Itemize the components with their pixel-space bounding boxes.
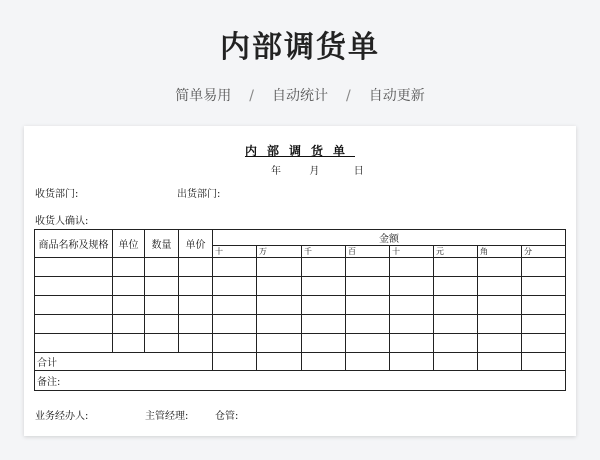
table-row bbox=[35, 334, 566, 353]
table-row bbox=[35, 315, 566, 334]
table-cell[interactable] bbox=[145, 277, 179, 296]
tagline bbox=[0, 85, 600, 105]
table-cell[interactable] bbox=[478, 258, 522, 277]
handler-label: 业务经办人: bbox=[35, 411, 89, 422]
receive-dept-label: 收货部门: bbox=[35, 189, 79, 200]
table-cell[interactable] bbox=[302, 296, 346, 315]
table-cell[interactable] bbox=[257, 334, 302, 353]
table-cell[interactable] bbox=[113, 277, 145, 296]
table-cell[interactable] bbox=[179, 258, 213, 277]
tagline-item: 自动更新 bbox=[368, 88, 425, 104]
table-cell[interactable] bbox=[302, 277, 346, 296]
table-cell[interactable] bbox=[522, 296, 566, 315]
col-quantity: 数量 bbox=[145, 230, 179, 258]
total-cell[interactable] bbox=[302, 353, 346, 371]
table-cell[interactable] bbox=[390, 258, 434, 277]
table-cell[interactable] bbox=[179, 296, 213, 315]
table-cell[interactable] bbox=[522, 315, 566, 334]
table-cell[interactable] bbox=[434, 258, 478, 277]
table-cell[interactable] bbox=[522, 258, 566, 277]
table-cell[interactable] bbox=[302, 258, 346, 277]
date-row bbox=[271, 162, 364, 177]
form-title: 内部调货单 bbox=[244, 144, 355, 158]
total-cell[interactable] bbox=[434, 353, 478, 371]
table-cell[interactable] bbox=[522, 334, 566, 353]
receiver-confirm-label: 收货人确认: bbox=[35, 216, 89, 227]
table-cell[interactable] bbox=[113, 334, 145, 353]
table-cell[interactable] bbox=[257, 277, 302, 296]
digit-jiao: 角 bbox=[478, 246, 522, 258]
table-row bbox=[35, 296, 566, 315]
table-cell[interactable] bbox=[390, 296, 434, 315]
digit-ten: 十 bbox=[390, 246, 434, 258]
total-cell[interactable] bbox=[257, 353, 302, 371]
col-unit: 单位 bbox=[113, 230, 145, 258]
ship-dept-label: 出货部门: bbox=[177, 189, 221, 200]
table-cell[interactable] bbox=[145, 296, 179, 315]
total-cell[interactable] bbox=[390, 353, 434, 371]
col-name-spec: 商品名称及规格 bbox=[35, 230, 113, 258]
table-cell[interactable] bbox=[257, 296, 302, 315]
table-cell[interactable] bbox=[213, 258, 257, 277]
form-sheet bbox=[24, 126, 576, 436]
digit-thousand: 千 bbox=[302, 246, 346, 258]
table-cell[interactable] bbox=[35, 258, 113, 277]
table-cell[interactable] bbox=[478, 296, 522, 315]
digit-ten-thousand-tens: 十 bbox=[213, 246, 257, 258]
table-cell[interactable] bbox=[145, 315, 179, 334]
table-cell[interactable] bbox=[434, 315, 478, 334]
table-cell[interactable] bbox=[302, 315, 346, 334]
table-cell[interactable] bbox=[35, 334, 113, 353]
table-row bbox=[35, 277, 566, 296]
table-cell[interactable] bbox=[390, 334, 434, 353]
table-cell[interactable] bbox=[113, 296, 145, 315]
table-cell[interactable] bbox=[478, 334, 522, 353]
table-cell[interactable] bbox=[35, 315, 113, 334]
table-cell[interactable] bbox=[346, 334, 390, 353]
tagline-separator: / bbox=[346, 88, 351, 104]
table-cell[interactable] bbox=[434, 334, 478, 353]
table-cell[interactable] bbox=[434, 296, 478, 315]
table-cell[interactable] bbox=[113, 315, 145, 334]
digit-fen: 分 bbox=[522, 246, 566, 258]
table-cell[interactable] bbox=[145, 334, 179, 353]
table-cell[interactable] bbox=[478, 315, 522, 334]
goods-table bbox=[34, 229, 566, 391]
table-cell[interactable] bbox=[390, 315, 434, 334]
table-cell[interactable] bbox=[179, 315, 213, 334]
manager-label: 主管经理: bbox=[145, 411, 189, 422]
table-cell[interactable] bbox=[257, 258, 302, 277]
digit-hundred: 百 bbox=[346, 246, 390, 258]
table-cell[interactable] bbox=[257, 315, 302, 334]
date-year-label: 年 bbox=[271, 166, 281, 177]
tagline-item: 简单易用 bbox=[175, 88, 232, 104]
table-cell[interactable] bbox=[213, 334, 257, 353]
col-unit-price: 单价 bbox=[179, 230, 213, 258]
table-cell[interactable] bbox=[346, 258, 390, 277]
table-cell[interactable] bbox=[179, 334, 213, 353]
table-cell[interactable] bbox=[35, 296, 113, 315]
col-amount: 金额 bbox=[213, 230, 566, 246]
digit-ten-thousand: 万 bbox=[257, 246, 302, 258]
total-cell[interactable] bbox=[346, 353, 390, 371]
table-row bbox=[35, 258, 566, 277]
table-cell[interactable] bbox=[478, 277, 522, 296]
table-cell[interactable] bbox=[346, 296, 390, 315]
tagline-separator: / bbox=[249, 88, 254, 104]
total-cell[interactable] bbox=[522, 353, 566, 371]
total-cell[interactable] bbox=[213, 353, 257, 371]
table-cell[interactable] bbox=[179, 277, 213, 296]
total-label: 合计 bbox=[35, 353, 213, 371]
table-cell[interactable] bbox=[434, 277, 478, 296]
table-cell[interactable] bbox=[522, 277, 566, 296]
table-cell[interactable] bbox=[213, 315, 257, 334]
table-cell[interactable] bbox=[145, 258, 179, 277]
warehouse-label: 仓管: bbox=[215, 411, 239, 422]
table-cell[interactable] bbox=[346, 277, 390, 296]
digit-yuan: 元 bbox=[434, 246, 478, 258]
table-cell[interactable] bbox=[346, 315, 390, 334]
page-title: 内部调货单 bbox=[220, 30, 380, 65]
date-day-label: 日 bbox=[353, 166, 364, 177]
table-cell[interactable] bbox=[302, 334, 346, 353]
table-cell[interactable] bbox=[113, 258, 145, 277]
data-rows bbox=[35, 258, 566, 353]
total-cell[interactable] bbox=[478, 353, 522, 371]
tagline-item: 自动统计 bbox=[272, 88, 328, 104]
date-month-label: 月 bbox=[309, 166, 320, 177]
table-cell[interactable] bbox=[390, 277, 434, 296]
table-cell[interactable] bbox=[213, 296, 257, 315]
table-cell[interactable] bbox=[35, 277, 113, 296]
table-cell[interactable] bbox=[213, 277, 257, 296]
remarks-label[interactable]: 备注: bbox=[35, 371, 566, 391]
